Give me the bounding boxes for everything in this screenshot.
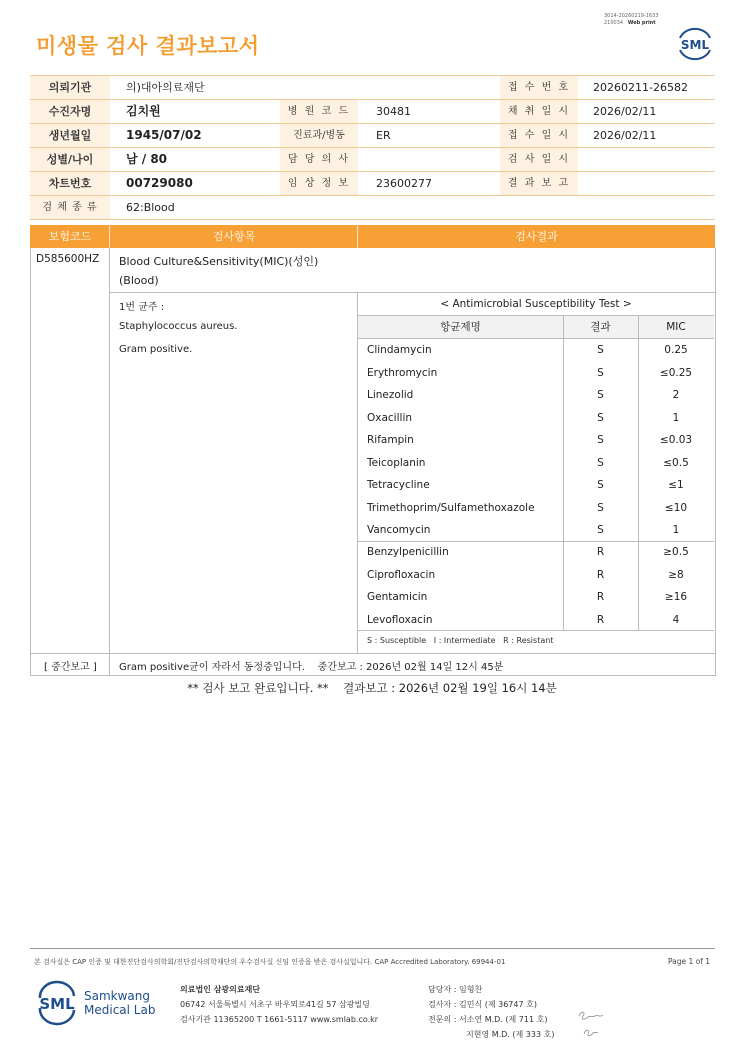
antibiotic-mic: 1: [672, 524, 680, 536]
print-code-line2: 210034: [604, 19, 624, 26]
insurance-code: D585600HZ: [36, 253, 100, 265]
specialist-1: 서소연 M.D. (제 711 호): [458, 1015, 548, 1024]
ast-col-drug: 항균제명: [440, 321, 481, 333]
tester-label: 검사자 :: [428, 1000, 457, 1009]
print-code-line1: 3014-20260219-1633: [604, 13, 659, 19]
antibiotic-mic: ≥8: [668, 568, 684, 581]
ast-col-mic: MIC: [666, 321, 686, 333]
signature-icon: [576, 1006, 610, 1040]
chart-value: 00729080: [126, 176, 193, 190]
page-number: Page 1 of 1: [668, 957, 711, 966]
antibiotic-result: S: [597, 479, 604, 491]
patient-value: 김치원: [126, 104, 161, 118]
doctor-label: 담 당 의 사: [280, 148, 358, 171]
ast-legend: S : Susceptible I : Intermediate R : Resistant: [367, 636, 554, 645]
interim-label: [ 중간보고 ]: [44, 662, 97, 673]
antibiotic-mic: 2: [672, 389, 680, 401]
antibiotic-name: Levofloxacin: [367, 613, 433, 626]
collect-date-value: 2026/02/11: [593, 105, 657, 118]
receipt-no-label: 접 수 번 호: [500, 76, 578, 99]
antibiotic-mic: ≥16: [664, 591, 688, 603]
antibiotic-name: Tetracycline: [367, 479, 430, 491]
specialist-label: 전문의 :: [428, 1015, 457, 1024]
antibiotic-mic: ≤10: [664, 501, 688, 514]
hospital-code-value: 30481: [376, 105, 411, 118]
requester-label: 의뢰기관: [30, 76, 110, 99]
ast-col-result: 결과: [590, 321, 611, 333]
print-code: [604, 13, 659, 26]
sml-footer-logo-text: SML: [39, 995, 75, 1013]
antibiotic-name: Erythromycin: [367, 366, 438, 379]
cert-note: 본 검사실은 CAP 인증 및 대한진단검사의학회/진단검사의학재단의 우수검사실 신임 인증을 받은 검사실입니다. CAP Accredited Laboratory. 69944-01: [34, 958, 506, 966]
antibiotic-row: [358, 429, 714, 452]
info-row: [30, 124, 715, 148]
antibiotic-row: [358, 362, 714, 385]
info-row: [30, 196, 715, 220]
antibiotic-result: S: [597, 434, 604, 446]
antibiotic-name: Trimethoprim/Sulfamethoxazole: [367, 501, 535, 514]
antibiotic-name: Linezolid: [367, 389, 414, 401]
antibiotic-mic: 1: [672, 411, 680, 424]
organism-name: Staphylococcus aureus.: [119, 321, 238, 332]
antibiotic-result: R: [596, 613, 605, 626]
antibiotic-result: R: [596, 568, 605, 581]
final-report-text: ** 검사 보고 완료입니다. ** 결과보고 : 2026년 02월 19일 16시 14분: [187, 681, 557, 695]
org-contact: 검사기관 11365200 T 1661-5117 www.smlab.co.kr: [180, 1015, 379, 1024]
report-label: 결 과 보 고: [500, 172, 578, 195]
manager-label: 담당자 :: [428, 985, 457, 994]
info-row: [30, 100, 715, 124]
antibiotic-row: [358, 384, 714, 407]
test-name: Blood Culture&Sensitivity(MIC)(성인): [119, 255, 319, 268]
antibiotic-result: S: [597, 366, 604, 379]
antibiotic-result: S: [597, 389, 604, 401]
antibiotic-result: S: [597, 411, 604, 424]
col-result-header: 검사결과: [515, 230, 558, 243]
info-row: [30, 172, 715, 196]
receive-date-label: 접 수 일 시: [500, 124, 578, 147]
specimen-value: 62:Blood: [126, 201, 175, 214]
antibiotic-row: [358, 609, 714, 632]
hospital-code-label: 병 원 코 드: [280, 100, 358, 123]
antibiotic-row: [358, 519, 714, 542]
specimen-label: 검 체 종 류: [30, 196, 110, 219]
col-code-header: 보험코드: [48, 230, 92, 243]
antibiotic-mic: ≤0.5: [663, 456, 689, 469]
antibiotic-name: Rifampin: [367, 434, 414, 446]
clinical-value: 23600277: [376, 177, 432, 190]
patient-label: 수진자명: [30, 100, 110, 123]
results-header: [30, 225, 715, 248]
brand-name-1: Samkwang: [84, 989, 150, 1003]
ast-header-row: [358, 316, 714, 339]
antibiotic-result: R: [596, 591, 605, 603]
antibiotic-row: [358, 452, 714, 475]
org-address: 06742 서울특별시 서초구 바우뫼로41길 57 삼광빌딩: [180, 1000, 370, 1009]
antibiotic-row: [358, 541, 714, 564]
birth-label: 생년월일: [30, 124, 110, 147]
tester-value: 김민식 (제 36747 호): [458, 1000, 537, 1009]
interim-text: Gram positive균이 자라서 동정중입니다. 중간보고 : 2026년 02월 14일 12시 45분: [119, 662, 504, 673]
antibiotic-row: [358, 407, 714, 430]
antibiotic-result: R: [596, 546, 605, 558]
antibiotic-row: [358, 564, 714, 587]
organism-label: 1번 균주 :: [119, 302, 165, 313]
footer-org: [180, 982, 378, 1027]
info-row: [30, 76, 715, 100]
sex-age-value: 남 / 80: [126, 152, 168, 166]
specialist-2: 지현영 M.D. (제 333 호): [466, 1030, 555, 1039]
brand-name-2: Medical Lab: [84, 1003, 156, 1017]
requester-value: 의)대아의료재단: [126, 81, 205, 94]
test-date-label: 검 사 일 시: [500, 148, 578, 171]
antibiotic-name: Teicoplanin: [367, 456, 426, 469]
dept-value: ER: [376, 129, 391, 142]
sex-age-label: 성별/나이: [30, 148, 110, 171]
antibiotic-row: [358, 339, 714, 362]
antibiotic-name: Oxacillin: [367, 411, 413, 424]
antibiotic-name: Gentamicin: [367, 591, 428, 603]
receipt-no-value: 20260211-26582: [593, 81, 688, 94]
ast-title: < Antimicrobial Susceptibility Test >: [358, 293, 714, 316]
antibiotic-row: [358, 586, 714, 609]
collect-date-label: 채 취 일 시: [500, 100, 578, 123]
clinical-label: 임 상 정 보: [280, 172, 358, 195]
antibiotic-mic: 0.25: [664, 344, 688, 356]
info-row: [30, 148, 715, 172]
receive-date-value: 2026/02/11: [593, 129, 657, 142]
antibiotic-mic: ≥0.5: [663, 546, 689, 558]
antibiotic-result: S: [597, 501, 604, 514]
footer-signers: [428, 982, 554, 1042]
antibiotic-name: Benzylpenicillin: [367, 546, 449, 558]
antibiotic-result: S: [597, 456, 604, 469]
chart-label: 차트번호: [30, 172, 110, 195]
organism-gram: Gram positive.: [119, 344, 193, 355]
sml-footer-logo-icon: [36, 980, 78, 1026]
dept-label: 진료과/병동: [280, 124, 358, 147]
antibiotic-name: Clindamycin: [367, 344, 432, 356]
manager-value: 임형찬: [458, 985, 483, 994]
antibiotic-result: S: [597, 524, 604, 536]
test-specimen: (Blood): [119, 274, 159, 287]
antibiotic-name: Vancomycin: [367, 524, 431, 536]
antibiotic-name: Ciprofloxacin: [367, 568, 436, 581]
antibiotic-row: [358, 497, 714, 520]
col-item-header: 검사항목: [212, 230, 256, 243]
antibiotic-result: S: [597, 344, 604, 356]
report-title: 미생물 검사 결과보고서: [36, 34, 260, 58]
footer-brand: [84, 989, 155, 1017]
antibiotic-row: [358, 474, 714, 497]
antibiotic-mic: ≤0.25: [659, 366, 693, 379]
sml-logo-icon: [676, 26, 714, 62]
sml-logo-text: SML: [680, 38, 710, 52]
web-print-label: Web print: [627, 19, 656, 26]
antibiotic-mic: 4: [672, 613, 680, 626]
birth-value: 1945/07/02: [126, 128, 202, 142]
org-name: 의료법인 삼광의료재단: [180, 985, 261, 994]
antibiotic-mic: ≤0.03: [659, 434, 693, 446]
antibiotic-mic: ≤1: [668, 479, 684, 491]
